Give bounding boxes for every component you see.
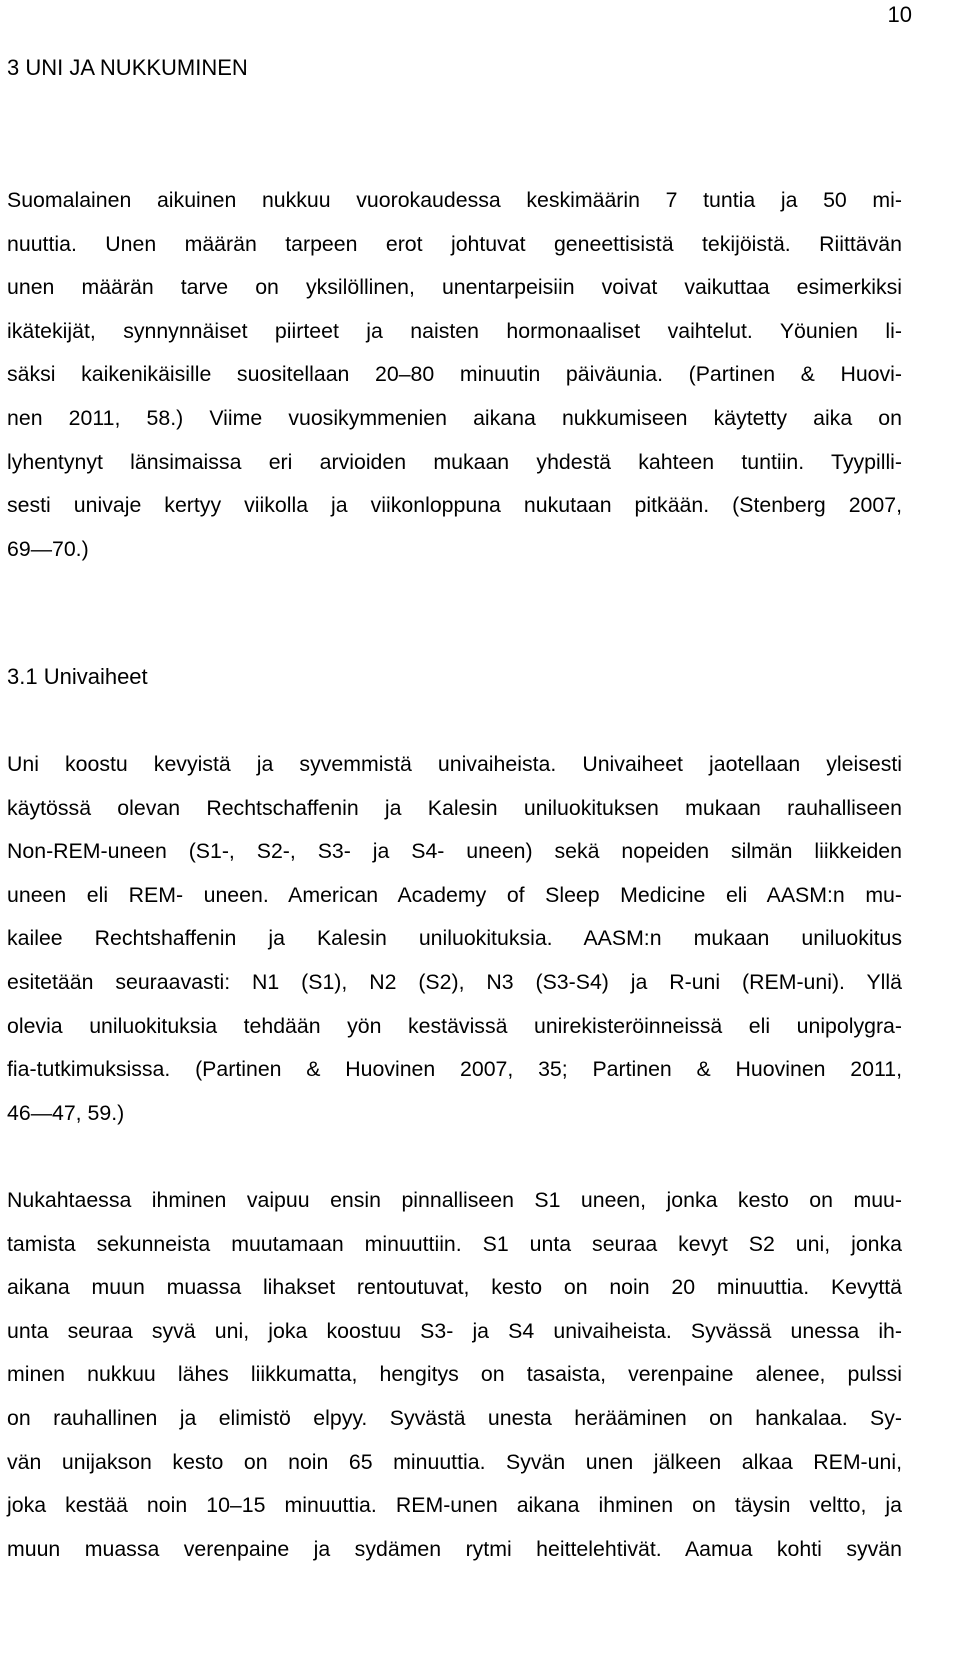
text-line: joka kestää noin 10–15 minuuttia. REM-unen aikana ihminen on täysin veltto, ja: [7, 1493, 902, 1518]
text-line: Non-REM-uneen (S1-, S2-, S3- ja S4- uneen) sekä nopeiden silmän liikkeiden: [7, 839, 902, 864]
text-line: Nukahtaessa ihminen vaipuu ensin pinnalliseen S1 uneen, jonka kesto on muu-: [7, 1188, 902, 1212]
paragraph-sleep-cycle: [7, 1182, 902, 1574]
text-line: vän unijakson kesto on noin 65 minuuttia. Syvän unen jälkeen alkaa REM-uni,: [7, 1449, 902, 1474]
section-heading: 3.1 Univaiheet: [7, 664, 148, 689]
text-line: olevia uniluokituksia tehdään yön kestävissä unirekisteröinneissä eli unipolygra-: [7, 1013, 902, 1038]
text-line: esitetään seuraavasti: N1 (S1), N2 (S2), N3 (S3-S4) ja R-uni (REM-uni). Yllä: [7, 969, 902, 994]
text-line: fia-tutkimuksissa. (Partinen & Huovinen 2007, 35; Partinen & Huovinen 2011,: [7, 1057, 902, 1082]
text-line: uneen eli REM- uneen. American Academy of Sleep Medicine eli AASM:n mu-: [7, 882, 902, 907]
text-line: Suomalainen aikuinen nukkuu vuorokaudessa keskimäärin 7 tuntia ja 50 mi-: [7, 188, 902, 212]
text-line: sesti univaje kertyy viikolla ja viikonloppuna nukutaan pitkään. (Stenberg 2007,: [7, 493, 902, 518]
text-line: säksi kaikenikäisille suositellaan 20–80 minuutin päiväunia. (Partinen & Huovi-: [7, 362, 902, 387]
text-line: aikana muun muassa lihakset rentoutuvat, kesto on noin 20 minuuttia. Kevyttä: [7, 1275, 902, 1300]
text-line: käytössä olevan Rechtschaffenin ja Kalesin uniluokituksen mukaan rauhalliseen: [7, 795, 902, 820]
text-line: 46—47, 59.): [7, 1100, 125, 1125]
text-line: 69—70.): [7, 536, 89, 561]
text-line: kailee Rechtshaffenin ja Kalesin uniluokituksia. AASM:n mukaan uniluokitus: [7, 926, 902, 951]
paragraph-intro: [7, 182, 902, 574]
text-line: minen nukkuu lähes liikkumatta, hengitys on tasaista, verenpaine alenee, pulssi: [7, 1362, 902, 1387]
text-line: nen 2011, 58.) Viime vuosikymmenien aikana nukkumiseen käytetty aika on: [7, 405, 902, 430]
text-line: tamista sekunneista muutamaan minuuttiin. S1 unta seuraa kevyt S2 uni, jonka: [7, 1231, 902, 1256]
text-line: unen määrän tarve on yksilöllinen, unentarpeisiin voivat vaikuttaa esimerkiksi: [7, 275, 902, 300]
text-line: ikätekijät, synnynnäiset piirteet ja naisten hormonaaliset vaihtelut. Yöunien li-: [7, 318, 902, 343]
text-line: on rauhallinen ja elimistö elpyy. Syvästä unesta herääminen on hankalaa. Sy-: [7, 1405, 902, 1430]
text-line: unta seuraa syvä uni, joka koostuu S3- ja S4 univaiheista. Syvässä unessa ih-: [7, 1318, 902, 1343]
chapter-heading: 3 UNI JA NUKKUMINEN: [7, 55, 248, 80]
text-line: nuuttia. Unen määrän tarpeen erot johtuvat geneettisistä tekijöistä. Riittävän: [7, 231, 902, 256]
text-line: lyhentynyt länsimaissa eri arvioiden mukaan yhdestä kahteen tuntiin. Tyypilli-: [7, 449, 902, 474]
text-line: Uni koostu kevyistä ja syvemmistä univaiheista. Univaiheet jaotellaan yleisesti: [7, 752, 902, 776]
text-line: muun muassa verenpaine ja sydämen rytmi heittelehtivät. Aamua kohti syvän: [7, 1536, 902, 1561]
paragraph-sleep-stages: [7, 746, 902, 1138]
page-number: 10: [887, 2, 912, 27]
